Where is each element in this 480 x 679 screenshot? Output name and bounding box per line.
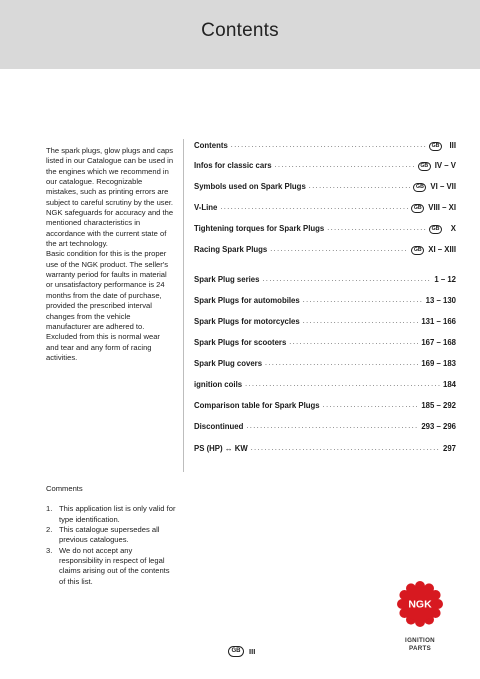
page-number: III [249,646,256,656]
toc-entry[interactable] [194,336,456,350]
toc-entry-label: Tightening torques for Spark Plugs [194,224,325,233]
toc-dot-leader [220,201,408,215]
column-divider [183,139,184,472]
brand-tagline-line: IGNITION [405,637,435,644]
toc-entry-page: 293 – 296 [421,422,456,431]
toc-entry-label: Comparison table for Spark Plugs [194,401,320,410]
ngk-logo [396,580,444,628]
intro-paragraph: Basic condition for this is the proper use of the NGK product. The seller's warranty period for faults in material or unsatisfactory performance is 24 months from the date of purchase, provided the prescribed interval changes from the vehicle manufacturer are adhered to. Excluded from this is normal wear and tear and any form of racing activities. [46,249,169,362]
toc-dot-leader [262,273,431,287]
toc-entry-label: Racing Spark Plugs [194,245,268,254]
toc-entry[interactable] [194,442,456,456]
toc-entry[interactable] [194,139,456,153]
toc-entry[interactable] [194,399,456,413]
comment-text: This catalogue supersedes all previous catalogues. [59,525,160,545]
toc-entry-label: Spark Plug series [194,275,260,284]
toc-entry-page: XI – XIII [428,245,456,254]
gb-language-badge: GB [228,646,244,657]
intro-paragraph: The spark plugs, glow plugs and caps listed in our Catalogue can be used in the engines which we recommend in our catalogue. Recognizable mistakes, such as printing errors are subject to careful scrutiny by the user. [46,146,174,207]
comment-text: We do not accept any responsibility in respect of legal claims arising out of the contents of this list. [59,545,170,586]
ngk-logo-text: NGK [408,598,432,611]
toc-dot-leader [231,139,426,153]
toc-entry-page: 184 [442,380,456,389]
toc-dot-leader [265,357,418,371]
page-footer [228,644,255,658]
toc-entry-page: 169 – 183 [421,359,456,368]
toc-dot-leader [245,378,440,392]
toc-entry-label: ignition coils [194,380,243,389]
toc-entry-label: Spark Plugs for motorcycles [194,317,300,326]
toc-dot-leader [309,180,411,194]
toc-entry-page: VI – VII [430,182,456,191]
toc-entry-label: V-Line [194,203,218,212]
toc-entry-page: 185 – 292 [421,401,456,410]
toc-entry[interactable] [194,180,456,194]
toc-entry-page: 13 – 130 [425,296,456,305]
toc-entry[interactable] [194,315,456,329]
toc-dot-leader [327,222,426,236]
comments-section [46,484,176,587]
toc-entry-label: Spark Plugs for automobiles [194,296,300,305]
toc-dot-leader [251,442,440,456]
toc-dot-leader [289,336,418,350]
intro-paragraph: NGK safeguards for accuracy and the mentioned characteristics in accordance with the current state of the art technology. [46,208,174,249]
gb-language-badge: GB [429,142,442,151]
toc-entry[interactable] [194,273,456,287]
toc-entry-page: VIII – XI [428,203,456,212]
comment-text: This application list is only valid for type identification. [59,504,176,524]
toc-dot-leader [246,420,418,434]
intro-text [46,146,174,363]
toc-dot-leader [303,294,423,308]
toc-entry-page: 131 – 166 [421,317,456,326]
toc-dot-leader [275,159,415,173]
toc-entry-page: 167 – 168 [421,338,456,347]
toc-entry[interactable] [194,243,456,257]
gb-language-badge: GB [411,204,424,213]
toc-entry-page: 297 [442,444,456,453]
gb-language-badge: GB [418,162,431,171]
toc-dot-leader [323,399,419,413]
toc-entry[interactable] [194,378,456,392]
comment-item [46,525,176,546]
toc-entry[interactable] [194,294,456,308]
toc-entry[interactable] [194,159,456,173]
toc-entry-label: Spark Plug covers [194,359,263,368]
gb-language-badge: GB [413,183,426,192]
brand-tagline [396,637,444,653]
toc-entry-label: Contents [194,141,228,150]
comment-item [46,504,176,525]
toc-entry-page: IV – V [434,161,456,170]
comment-item [46,546,176,587]
toc-entry-label: Discontinued [194,422,244,431]
toc-entry[interactable] [194,201,456,215]
comments-list [46,504,176,587]
comments-title: Comments [46,484,83,493]
toc-entry[interactable] [194,357,456,371]
toc-entry[interactable] [194,420,456,434]
comment-number: 2. [46,525,53,535]
toc-entry[interactable] [194,222,456,236]
toc-dot-leader [270,243,408,257]
gb-language-badge: GB [429,225,442,234]
gb-language-badge: GB [411,246,424,255]
toc-entry-label: Spark Plugs for scooters [194,338,287,347]
toc-entry-page: III [449,141,456,150]
toc-entry-label: Infos for classic cars [194,161,272,170]
brand-tagline-line: PARTS [408,645,431,652]
page-title: Contents [201,20,279,41]
comment-number: 1. [46,504,53,514]
toc-dot-leader [303,315,419,329]
comment-number: 3. [46,545,53,555]
toc-entry-page: X [450,224,456,233]
toc-entry-page: 1 – 12 [434,275,456,284]
toc-entry-label: Symbols used on Spark Plugs [194,182,306,191]
toc-entry-label: PS (HP) ↔ KW [194,444,248,453]
page-header [0,0,480,69]
